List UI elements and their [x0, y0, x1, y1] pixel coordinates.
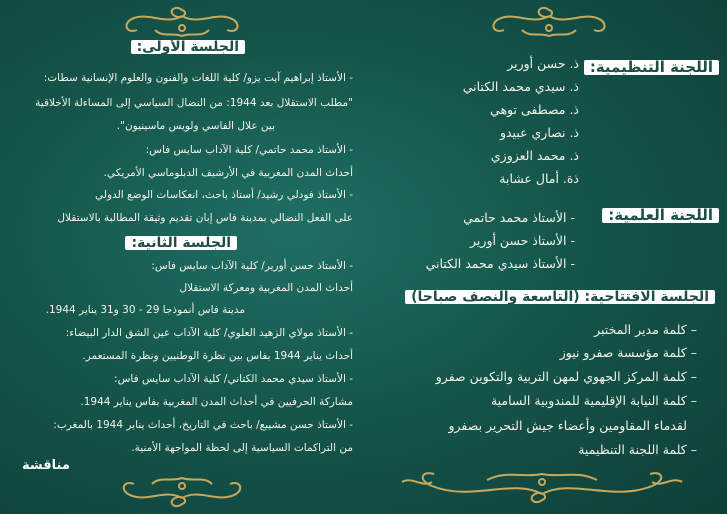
scientific-member: - الأستاذ محمد حاتمي [463, 210, 575, 225]
top-ornament-right [482, 4, 617, 42]
session2-line: - الأستاذ مولاي الزهيد العلوي/ كلية الآداب عين الشق الدار البيضاء: [65, 327, 353, 339]
session2-line: مشاركة الحرفيين في أحداث المدن المغربية بفاس يناير 1944. [80, 396, 353, 408]
session2-line: أحداث يناير 1944 بفاس بين نظرة الوطنيين ونظرة المستعمر. [82, 350, 353, 362]
organizing-member: ذ. سيدي محمد الكتاني [462, 79, 579, 94]
scientific-member: - الأستاذ حسن أورير [470, 233, 575, 248]
discussion-label: مناقشة [22, 458, 70, 473]
session1-line: "مطلب الاستقلال بعد 1944: من النضال السياسي إلى المساءلة الأخلاقية [35, 97, 353, 109]
organizing-member: ذ. مصطفى توهي [490, 102, 579, 117]
session2-line: من التراكمات السياسية إلى لحظة المواجهة الأمنية. [131, 442, 353, 454]
scientific-committee-title: اللجنة العلمية: [602, 208, 719, 223]
session1-line: على الفعل النضالي بمدينة فاس إبان تقديم وثيقة المطالبة بالاستقلال [57, 212, 353, 224]
right-panel [372, 0, 727, 514]
opening-item: – كلمة اللجنة التنظيمية [578, 442, 697, 457]
session1-title: الجلسة الأولى: [131, 40, 245, 54]
session1-line: - الأستاذ فودلي رشيد/ أستاذ باحث، انعكاسات الوضع الدولي [95, 189, 353, 201]
session2-line: مدينة فاس أنموذجا 29 - 30 و31 يناير 1944. [45, 304, 245, 316]
organizing-member: ذ. محمد العزوزي [490, 148, 579, 163]
top-ornament-left [115, 4, 250, 42]
opening-item: – كلمة النيابة الإقليمية للمندوبية السامية [490, 393, 697, 408]
session2-line: - الأستاذ حسن أورير/ كلية الآداب سايس فاس: [151, 260, 353, 272]
session2-line: - الأستاذ سيدي محمد الكتاني/ كلية الآداب سايس فاس: [114, 373, 353, 385]
opening-session-title: الجلسة الافتتاحية: (التاسعة والنصف صباحا) [405, 290, 715, 304]
session1-line: - الأستاذ إبراهيم آيت يزو/ كلية اللغات والفنون والعلوم الإنسانية سطات: [43, 72, 353, 84]
opening-item: لقدماء المقاومين وأعضاء جيش التحرير بصفرو [448, 418, 687, 433]
opening-item: – كلمة مؤسسة صفرو نيوز [559, 345, 697, 360]
session1-line: - الأستاذ محمد حاتمي/ كلية الآداب سايس فاس: [145, 144, 353, 156]
session2-title: الجلسة الثانية: [125, 236, 237, 250]
opening-item: – كلمة المركز الجهوي لمهن التربية والتكوين صفرو [435, 369, 697, 384]
bottom-ornament-left [110, 470, 255, 510]
opening-item: – كلمة مدير المختبر [594, 322, 697, 337]
organizing-committee-title: اللجنة التنظيمية: [584, 60, 719, 75]
session1-line: بين علال الفاسي ولويس ماسينيون". [116, 120, 275, 132]
bottom-ornament-right [392, 462, 692, 506]
organizing-member: ذة. أمال عشابة [499, 171, 579, 186]
organizing-member: ذ. حسن أورير [507, 56, 579, 71]
scientific-member: - الأستاذ سيدي محمد الكتاني [425, 256, 575, 271]
session1-line: أحداث المدن المغربية في الأرشيف الدبلوماسي الأمريكي. [103, 167, 353, 179]
organizing-member: ذ. نصاري عبيدو [499, 125, 579, 140]
session2-line: أحداث المدن المغربية ومعركة الاستقلال [179, 282, 353, 294]
session2-line: - الأستاذ حسن مشيبع/ باحث في التاريخ، أحداث يناير 1944 بالمغرب: [53, 419, 353, 431]
